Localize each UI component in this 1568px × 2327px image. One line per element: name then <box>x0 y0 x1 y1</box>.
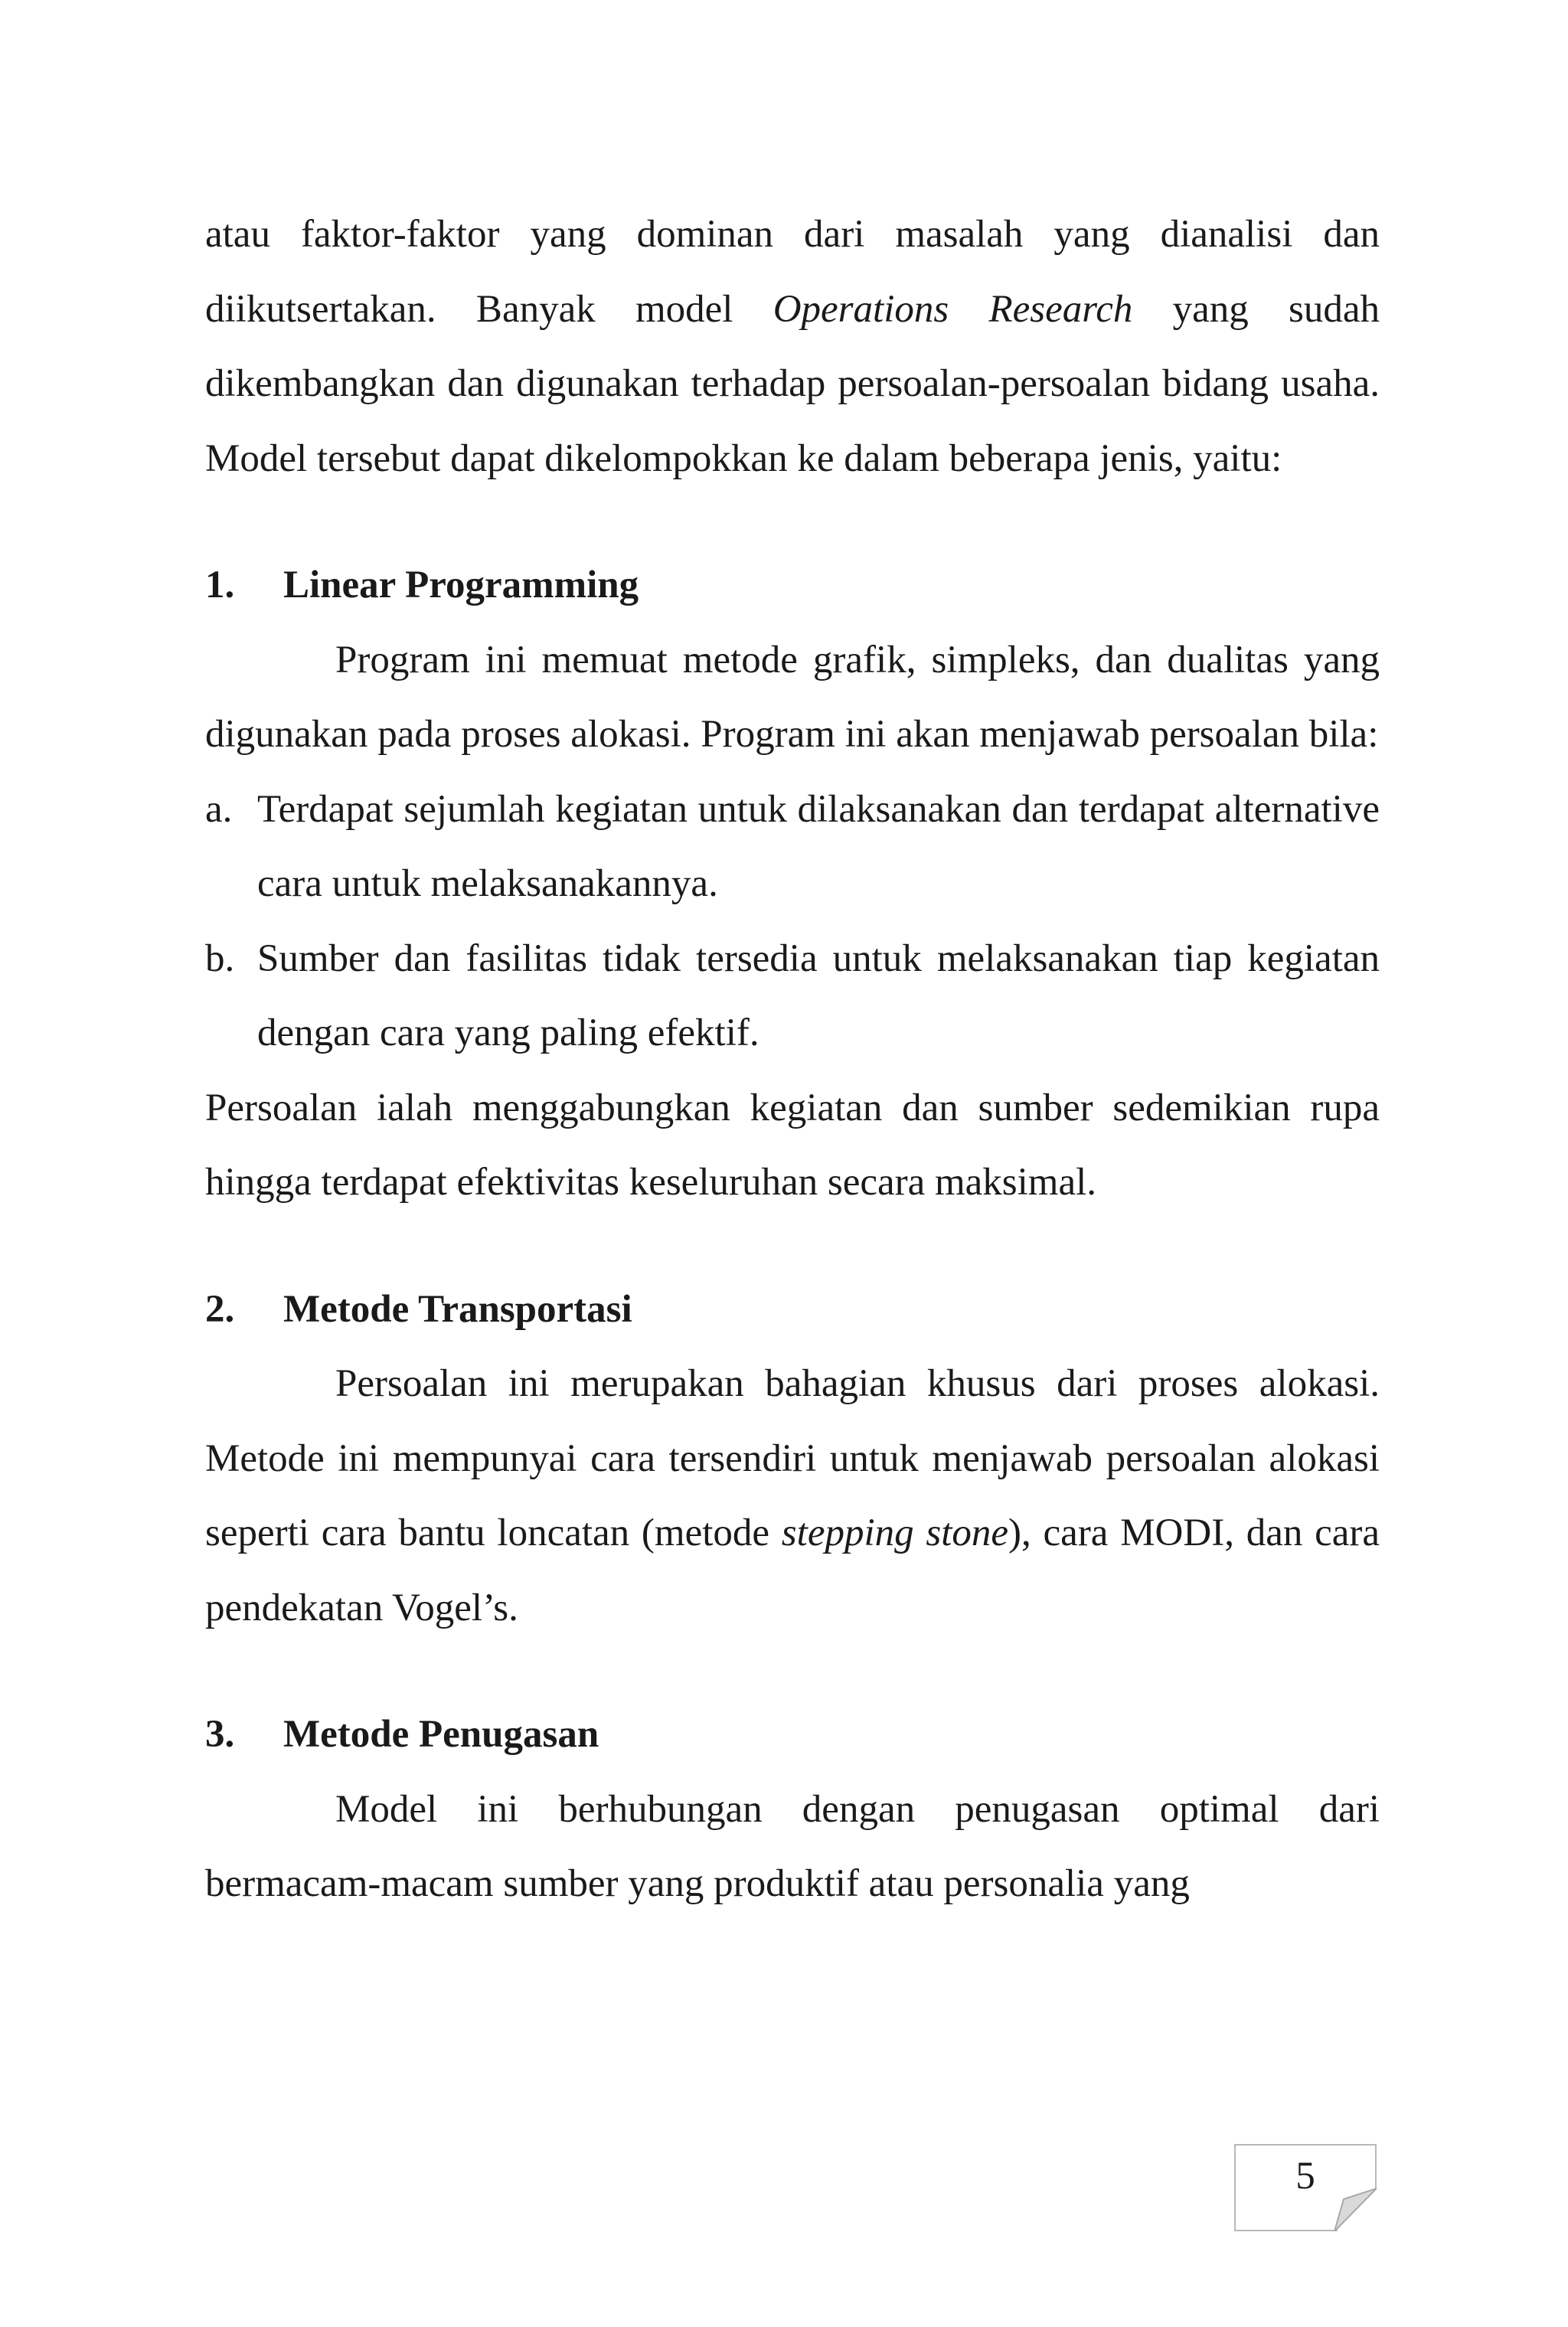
section-title: Metode Transportasi <box>283 1287 632 1331</box>
page-content <box>205 198 1380 1922</box>
section-heading-metode-transportasi <box>205 1273 1380 1348</box>
section-text: Persoalan ini merupakan bahagian khusus dari proses alokasi. Metode ini mempunyai cara tersendiri untuk menjawab persoalan alokasi seperti cara bantu loncatan (metode <box>205 1362 1380 1554</box>
section-italic-term: stepping stone <box>781 1512 1009 1554</box>
section-paragraph: Program ini memuat metode grafik, simpleks, dan dualitas yang digunakan pada proses alokasi. Program ini akan menjawab persoalan bila: <box>205 638 1380 756</box>
list-marker: a. <box>205 787 233 831</box>
intro-italic-term: Operations Research <box>773 287 1133 331</box>
list-marker: b. <box>205 936 235 980</box>
section-heading-linear-programming <box>205 548 1380 623</box>
list-item <box>205 773 1380 922</box>
page-number: 5 <box>1295 2155 1315 2198</box>
section-heading-metode-penugasan <box>205 1698 1380 1773</box>
section-number: 1. <box>205 564 235 606</box>
section-number: 3. <box>205 1713 235 1756</box>
intro-text: atau faktor-faktor yang dominan dari masalah yang dianalisi dan diikutsertakan. Banyak model <box>205 213 1380 331</box>
list-item-text: Terdapat sejumlah kegiatan untuk dilaksanakan dan terdapat alternative cara untuk melaksanakannya. <box>257 787 1380 905</box>
section-title: Linear Programming <box>283 564 639 606</box>
list-item-text: Sumber dan fasilitas tidak tersedia untuk melaksanakan tiap kegiatan dengan cara yang paling efektif. <box>257 936 1380 1054</box>
section-paragraph <box>205 1347 1380 1646</box>
section-paragraph: Model ini berhubungan dengan penugasan optimal dari bermacam-macam sumber yang produktif atau personalia yang <box>205 1787 1380 1905</box>
intro-paragraph <box>205 198 1380 496</box>
section-closing-paragraph: Persoalan ialah menggabungkan kegiatan dan sumber sedemikian rupa hingga terdapat efektivitas keseluruhan secara maksimal. <box>205 1086 1380 1204</box>
section-number: 2. <box>205 1287 235 1331</box>
intro-text-continued: yang sudah dikembangkan dan digunakan terhadap persoalan-persoalan bidang usaha. Model tersebut dapat dikelompokkan ke dalam beberapa jenis, yaitu: <box>205 287 1380 480</box>
section-title: Metode Penugasan <box>283 1713 599 1756</box>
section-text-continued: ), cara MODI, dan cara pendekatan Vogel’s. <box>205 1512 1380 1629</box>
list-item <box>205 922 1380 1071</box>
